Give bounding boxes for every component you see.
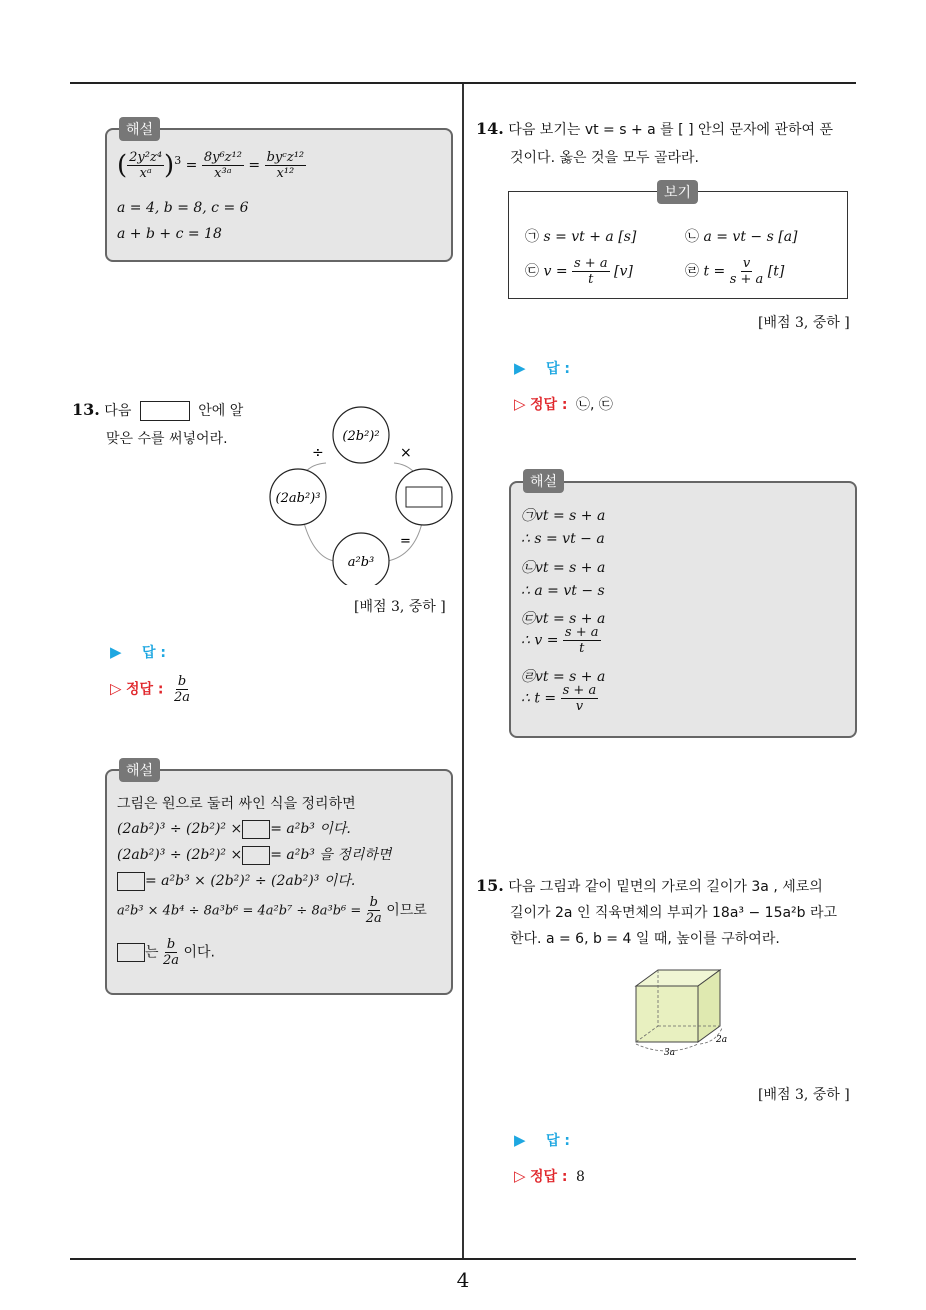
q14-solution-l5: ㉢vt = s + a — [521, 611, 606, 627]
q13-solution-line2: (2ab²)³ ÷ (2b²)² × = a²b³ 이다. — [117, 821, 351, 837]
bottom-rule — [70, 1258, 856, 1260]
q15-answer-row[interactable] — [514, 1130, 570, 1150]
answer-arrow-icon: ▶ — [514, 1131, 526, 1149]
q14-options-box — [508, 191, 848, 299]
q14-number: 14. — [476, 119, 504, 138]
q13-number: 13. — [72, 400, 100, 419]
key-arrow-icon: ▷ — [514, 1167, 526, 1185]
key-arrow-icon: ▷ — [514, 395, 526, 413]
q14-solution-box — [509, 481, 857, 738]
q13-question — [72, 400, 243, 421]
q13-solution-line5: a²b³ × 4b⁴ ÷ 8a³b⁶ = 4a²b⁷ ÷ 8a³b⁶ = $\frac{b}{2a}$ 이므로 — [117, 895, 427, 926]
q13-key-row — [110, 674, 190, 705]
q12-lhs-fraction: $\frac{\text{2y²z⁴}}{\text{xᵃ}}$ — [129, 150, 163, 181]
q15-key-row — [514, 1166, 585, 1186]
q15-answer-label: 답 : — [546, 1133, 570, 1149]
q13-blank-box — [140, 401, 190, 421]
q14-answer-label: 답 : — [546, 361, 570, 377]
q14-option-3: ㉢ v = $\frac{s + a}{t}$ [v] — [525, 256, 633, 287]
diagram-blank-box — [406, 487, 442, 507]
q13-solution-box — [105, 769, 453, 995]
q15-number: 15. — [476, 876, 504, 895]
q13-solution-tag: 해설 — [119, 758, 160, 782]
q13-solution-line6: 는 $\frac{b}{2a}$ 이다. — [117, 937, 215, 968]
q13-text-b: 안에 알 — [198, 403, 244, 419]
q14-solution-tag: 해설 — [523, 469, 564, 493]
q13-score: [배점 3, 중하 ] — [354, 599, 446, 615]
q13-text-a: 다음 — [104, 403, 132, 419]
q14-text-line2: 것이다. 옳은 것을 모두 골라라. — [510, 150, 699, 166]
q13-solution-line3: (2ab²)³ ÷ (2b²)² × = a²b³ 을 정리하면 — [117, 847, 392, 863]
q13-text-c: 맞은 수를 써넣어라. — [106, 431, 228, 447]
q14-answer-row[interactable] — [514, 358, 570, 378]
cuboid-width-label: 3a — [664, 1048, 676, 1058]
diagram-left-label: (2ab²)³ — [275, 491, 321, 506]
q12-solution-tag: 해설 — [119, 117, 160, 141]
answer-arrow-icon: ▶ — [514, 359, 526, 377]
q13-answer-label: 답 : — [142, 645, 166, 661]
q13-solution-blank-2 — [242, 846, 270, 865]
q13-solution-blank-3 — [117, 872, 145, 891]
q13-solution-blank-1 — [242, 820, 270, 839]
q12-solution-line1: ( $\frac{\text{2y²z⁴}}{\text{xᵃ}}$ )$^3$ = $\frac{\text{8y⁶z¹²}}{\text{x³ᵃ}}$ = $\frac{\text{byᶜz¹²}}{\text{x¹²}}$ — [117, 150, 305, 181]
diagram-bottom-label: a²b³ — [347, 555, 375, 570]
q13-key-fraction: $\frac{b}{2a}$ — [173, 674, 191, 705]
q12-solution-line2: a = 4, b = 8, c = 6 — [117, 200, 249, 216]
answer-arrow-icon: ▶ — [110, 643, 122, 661]
q14-option-4: ㉣ t = $\frac{v}{s + a}$ [t] — [685, 256, 785, 287]
diagram-top-label: (2b²)² — [342, 429, 380, 444]
q14-solution-l3: ㉡vt = s + a — [521, 560, 606, 576]
q14-key-label: 정답 : — [530, 397, 568, 413]
q15-key-label: 정답 : — [530, 1169, 568, 1185]
q15-text-line3: 한다. a = 6, b = 4 일 때, 높이를 구하여라. — [510, 931, 780, 947]
diagram-divide-op: ÷ — [312, 445, 324, 461]
q12-solution-line3: a + b + c = 18 — [117, 226, 222, 242]
q14-text-line1: 다음 보기는 vt = s + a 를 [ ] 안의 문자에 관하여 푼 — [508, 122, 834, 138]
q14-key-value: ㉡, ㉢ — [575, 397, 613, 413]
q14-score: [배점 3, 중하 ] — [758, 315, 850, 331]
q14-solution-l2: ∴ s = vt − a — [521, 531, 605, 547]
key-arrow-icon: ▷ — [110, 679, 122, 698]
page-number: 4 — [456, 1268, 470, 1292]
column-divider — [462, 84, 464, 1258]
q14-box-tag: 보기 — [657, 180, 698, 204]
cuboid-depth-label: 2a — [716, 1035, 728, 1045]
q14-solution-l6: ∴ v = $\frac{s + a}{t}$ — [521, 625, 599, 656]
q14-key-row — [514, 394, 613, 414]
q12-solution-box — [105, 128, 453, 262]
q15-text-line2: 길이가 2a 인 직육면체의 부피가 18a³ − 15a²b 라고 — [510, 905, 838, 921]
q14-option-2: ㉡ a = vt − s [a] — [685, 229, 798, 245]
q13-solution-line1: 그림은 원으로 둘러 싸인 식을 정리하면 — [117, 796, 356, 812]
q14-solution-l8: ∴ t = $\frac{s + a}{v}$ — [521, 683, 597, 714]
q14-solution-l1: ㉠vt = s + a — [521, 508, 606, 524]
q13-circle-diagram — [268, 405, 458, 585]
q14-question-line1 — [476, 119, 833, 139]
q15-key-value: 8 — [575, 1169, 585, 1185]
q15-score: [배점 3, 중하 ] — [758, 1087, 850, 1103]
q15-question-line1 — [476, 876, 823, 896]
q15-cuboid-figure — [626, 966, 766, 1066]
q15-text-line1: 다음 그림과 같이 밑면의 가로의 길이가 3a , 세로의 — [508, 879, 823, 895]
q13-key-label: 정답 : — [126, 681, 164, 698]
q12-mid-fraction: $\frac{\text{8y⁶z¹²}}{\text{x³ᵃ}}$ — [203, 150, 242, 181]
q14-solution-l4: ∴ a = vt − s — [521, 583, 605, 599]
q12-rhs-fraction: $\frac{\text{byᶜz¹²}}{\text{x¹²}}$ — [266, 150, 305, 181]
q13-solution-line4: = a²b³ × (2b²)² ÷ (2ab²)³ 이다. — [117, 870, 355, 891]
q14-solution-l7: ㉣vt = s + a — [521, 669, 606, 685]
q14-option-1: ㉠ s = vt + a [s] — [525, 229, 637, 245]
q13-answer-row[interactable] — [110, 642, 166, 662]
q13-solution-blank-4 — [117, 943, 145, 962]
diagram-equals-op: = — [400, 534, 411, 549]
diagram-times-op: × — [400, 445, 412, 461]
